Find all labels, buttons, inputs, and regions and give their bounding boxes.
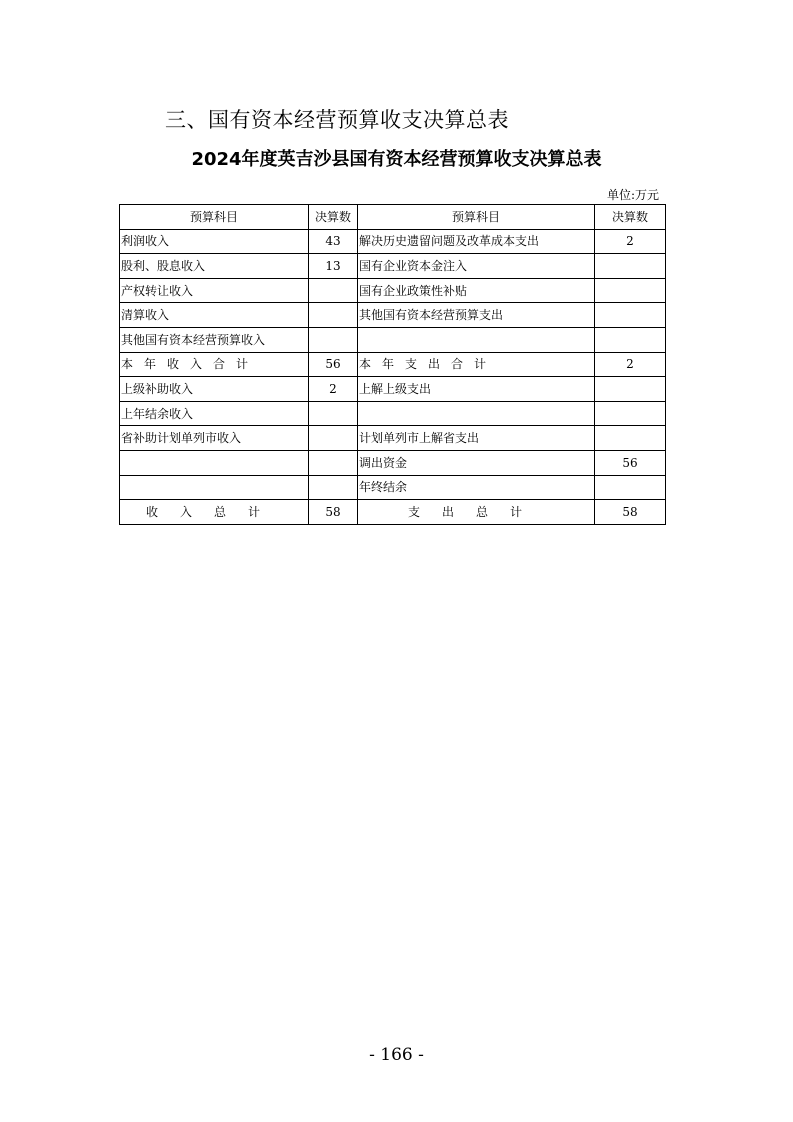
section-heading: 三、国有资本经营预算收支决算总表	[165, 108, 509, 132]
income-amount: 2	[309, 377, 358, 402]
expense-item: 国有企业政策性补贴	[358, 278, 595, 303]
income-amount	[309, 475, 358, 500]
table-row	[120, 377, 666, 402]
expense-total-amount: 58	[595, 500, 666, 525]
expense-item	[358, 401, 595, 426]
income-subtotal-amount: 56	[309, 352, 358, 377]
table-title: 2024年度英吉沙县国有资本经营预算收支决算总表	[191, 149, 602, 170]
expense-item: 国有企业资本金注入	[358, 254, 595, 279]
table-row	[120, 254, 666, 279]
income-amount: 43	[309, 229, 358, 254]
income-item: 上级补助收入	[120, 377, 309, 402]
header-income-amount: 决算数	[309, 205, 358, 230]
expense-item: 解决历史遗留问题及改革成本支出	[358, 229, 595, 254]
expense-amount	[595, 278, 666, 303]
table-header-row	[120, 205, 666, 230]
income-item: 省补助计划单列市收入	[120, 426, 309, 451]
header-expense-amount: 决算数	[595, 205, 666, 230]
expense-amount	[595, 303, 666, 328]
expense-item: 其他国有资本经营预算支出	[358, 303, 595, 328]
expense-item	[358, 327, 595, 352]
income-item: 上年结余收入	[120, 401, 309, 426]
income-total-label: 收入总计	[120, 500, 309, 525]
income-amount	[309, 278, 358, 303]
expense-amount	[595, 377, 666, 402]
table-row	[120, 450, 666, 475]
expense-amount	[595, 327, 666, 352]
table-row	[120, 475, 666, 500]
table-row-subtotal	[120, 352, 666, 377]
expense-subtotal-label: 本年支出合计	[358, 352, 595, 377]
table-row	[120, 303, 666, 328]
income-amount	[309, 426, 358, 451]
page-number: - 166 -	[369, 1045, 424, 1065]
table-row	[120, 426, 666, 451]
income-item: 其他国有资本经营预算收入	[120, 327, 309, 352]
income-total-amount: 58	[309, 500, 358, 525]
expense-amount: 2	[595, 229, 666, 254]
income-item: 利润收入	[120, 229, 309, 254]
header-expense-item: 预算科目	[358, 205, 595, 230]
expense-item: 调出资金	[358, 450, 595, 475]
income-item: 清算收入	[120, 303, 309, 328]
expense-total-label: 支出总计	[358, 500, 595, 525]
expense-item: 上解上级支出	[358, 377, 595, 402]
unit-label: 单位:万元	[606, 188, 659, 202]
expense-subtotal-amount: 2	[595, 352, 666, 377]
income-item	[120, 450, 309, 475]
expense-amount: 56	[595, 450, 666, 475]
expense-amount	[595, 401, 666, 426]
budget-summary-table	[119, 204, 666, 525]
header-income-item: 预算科目	[120, 205, 309, 230]
table-row	[120, 229, 666, 254]
income-amount	[309, 450, 358, 475]
income-amount	[309, 303, 358, 328]
income-amount: 13	[309, 254, 358, 279]
table-row-grand-total	[120, 500, 666, 525]
income-subtotal-label: 本年收入合计	[120, 352, 309, 377]
income-item	[120, 475, 309, 500]
income-item: 产权转让收入	[120, 278, 309, 303]
table-row	[120, 401, 666, 426]
table-row	[120, 278, 666, 303]
expense-item: 年终结余	[358, 475, 595, 500]
income-item: 股利、股息收入	[120, 254, 309, 279]
expense-amount	[595, 254, 666, 279]
income-amount	[309, 327, 358, 352]
expense-item: 计划单列市上解省支出	[358, 426, 595, 451]
table-row	[120, 327, 666, 352]
expense-amount	[595, 475, 666, 500]
income-amount	[309, 401, 358, 426]
expense-amount	[595, 426, 666, 451]
